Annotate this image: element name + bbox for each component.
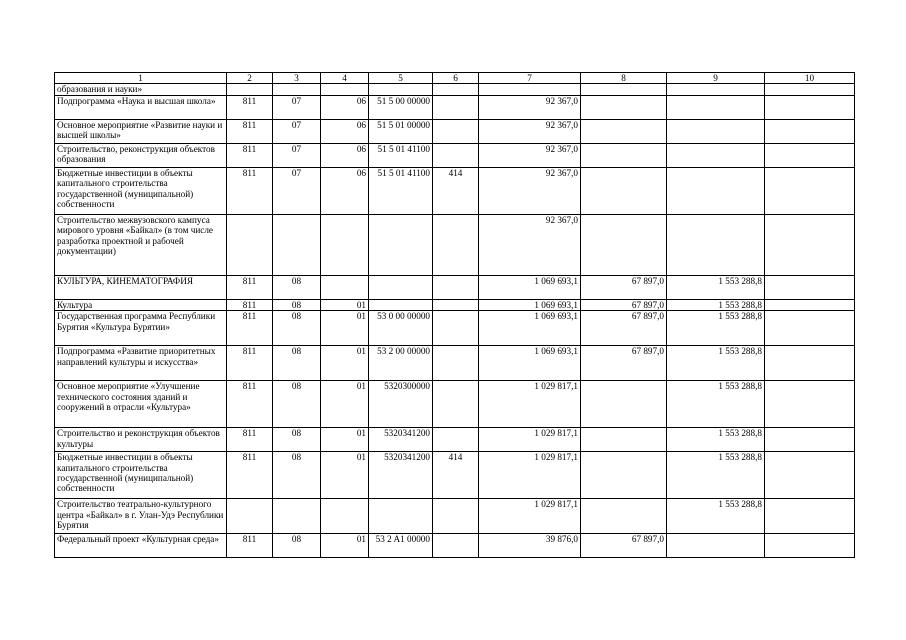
col-header: 2 [227, 73, 273, 84]
row-code-ministry [227, 84, 273, 95]
row-code-ministry [227, 499, 273, 534]
table-row [55, 84, 855, 95]
row-amount-9: 1 553 288,8 [667, 311, 765, 346]
table-row [55, 119, 855, 143]
row-amount-7: 92 367,0 [479, 214, 581, 275]
row-code-ministry: 811 [227, 119, 273, 143]
row-amount-8 [581, 95, 667, 119]
row-code-ministry: 811 [227, 167, 273, 214]
row-code-ministry: 811 [227, 275, 273, 299]
row-amount-10 [765, 428, 855, 452]
col-header: 3 [273, 73, 321, 84]
row-name: Бюджетные инвестиции в объекты капитального строительства государственной (муниципальной) собственности [55, 167, 227, 214]
row-code-ministry: 811 [227, 381, 273, 428]
row-amount-8: 67 897,0 [581, 275, 667, 299]
row-code-target: 5320300000 [369, 381, 433, 428]
row-code-section [273, 499, 321, 534]
row-amount-10 [765, 499, 855, 534]
row-name: Строительство, реконструкция объектов образования [55, 143, 227, 167]
col-header: 9 [667, 73, 765, 84]
row-amount-8 [581, 167, 667, 214]
table-row [55, 499, 855, 534]
row-code-ministry: 811 [227, 452, 273, 499]
row-amount-7: 1 069 693,1 [479, 275, 581, 299]
table-row [55, 95, 855, 119]
row-name: КУЛЬТУРА, КИНЕМАТОГРАФИЯ [55, 275, 227, 299]
row-amount-7: 92 367,0 [479, 143, 581, 167]
row-amount-9 [667, 95, 765, 119]
row-code-type: 414 [433, 452, 479, 499]
row-code-subsection: 06 [321, 167, 369, 214]
row-code-subsection [321, 214, 369, 275]
table-row [55, 299, 855, 310]
row-amount-9 [667, 119, 765, 143]
row-amount-8: 67 897,0 [581, 346, 667, 381]
row-code-subsection [321, 84, 369, 95]
row-name: образования и науки» [55, 84, 227, 95]
row-code-type [433, 84, 479, 95]
row-amount-7: 92 367,0 [479, 167, 581, 214]
row-code-target: 53 0 00 00000 [369, 311, 433, 346]
row-code-section: 08 [273, 428, 321, 452]
row-amount-10 [765, 143, 855, 167]
row-code-type [433, 499, 479, 534]
row-name: Бюджетные инвестиции в объекты капитального строительства государственной (муниципальной) собственности [55, 452, 227, 499]
row-amount-10 [765, 214, 855, 275]
row-amount-8: 67 897,0 [581, 311, 667, 346]
row-code-section: 07 [273, 143, 321, 167]
row-code-type [433, 428, 479, 452]
row-code-type [433, 95, 479, 119]
row-code-section: 08 [273, 452, 321, 499]
row-code-section [273, 84, 321, 95]
col-header: 1 [55, 73, 227, 84]
row-name: Строительство и реконструкция объектов культуры [55, 428, 227, 452]
row-amount-7: 1 029 817,1 [479, 499, 581, 534]
row-amount-9: 1 553 288,8 [667, 499, 765, 534]
table-row [55, 346, 855, 381]
row-amount-7 [479, 84, 581, 95]
row-code-type [433, 346, 479, 381]
table-body [55, 73, 855, 558]
row-code-subsection [321, 499, 369, 534]
row-amount-9: 1 553 288,8 [667, 299, 765, 310]
col-header: 7 [479, 73, 581, 84]
row-code-section: 08 [273, 275, 321, 299]
row-code-ministry: 811 [227, 95, 273, 119]
row-amount-10 [765, 84, 855, 95]
row-amount-8: 67 897,0 [581, 299, 667, 310]
row-amount-8 [581, 381, 667, 428]
row-amount-7: 1 069 693,1 [479, 299, 581, 310]
row-amount-10 [765, 452, 855, 499]
row-amount-8 [581, 499, 667, 534]
table-row [55, 214, 855, 275]
row-amount-7: 1 029 817,1 [479, 428, 581, 452]
table-row [55, 275, 855, 299]
row-code-target [369, 84, 433, 95]
row-amount-7: 1 069 693,1 [479, 311, 581, 346]
row-code-type [433, 143, 479, 167]
table-row [55, 311, 855, 346]
table-row [55, 428, 855, 452]
row-amount-9: 1 553 288,8 [667, 275, 765, 299]
row-code-target [369, 214, 433, 275]
row-amount-7: 92 367,0 [479, 119, 581, 143]
row-code-target: 51 5 00 00000 [369, 95, 433, 119]
row-name: Строительство театрально-культурного центра «Байкал» в г. Улан-Удэ Республики Бурятия [55, 499, 227, 534]
row-amount-10 [765, 167, 855, 214]
row-name: Основное мероприятие «Развитие науки и высшей школы» [55, 119, 227, 143]
row-amount-8 [581, 214, 667, 275]
row-amount-7: 39 876,0 [479, 534, 581, 558]
row-code-subsection: 01 [321, 381, 369, 428]
row-code-type [433, 275, 479, 299]
row-amount-8 [581, 119, 667, 143]
row-name: Подпрограмма «Наука и высшая школа» [55, 95, 227, 119]
row-amount-7: 92 367,0 [479, 95, 581, 119]
row-code-target: 53 2 A1 00000 [369, 534, 433, 558]
row-code-ministry: 811 [227, 311, 273, 346]
table-row [55, 167, 855, 214]
row-code-subsection [321, 275, 369, 299]
row-name: Культура [55, 299, 227, 310]
table-row [55, 452, 855, 499]
row-code-target: 51 5 01 00000 [369, 119, 433, 143]
row-code-section: 08 [273, 534, 321, 558]
row-code-subsection: 01 [321, 452, 369, 499]
col-header: 4 [321, 73, 369, 84]
row-amount-9: 1 553 288,8 [667, 452, 765, 499]
row-amount-10 [765, 311, 855, 346]
row-code-target: 5320341200 [369, 428, 433, 452]
row-amount-7: 1 029 817,1 [479, 381, 581, 428]
row-amount-10 [765, 534, 855, 558]
row-name: Федеральный проект «Культурная среда» [55, 534, 227, 558]
row-code-subsection: 01 [321, 299, 369, 310]
row-amount-7: 1 029 817,1 [479, 452, 581, 499]
row-code-subsection: 01 [321, 428, 369, 452]
row-code-type [433, 311, 479, 346]
row-code-target [369, 275, 433, 299]
row-amount-10 [765, 346, 855, 381]
row-amount-10 [765, 95, 855, 119]
row-code-section: 07 [273, 95, 321, 119]
row-name: Основное мероприятие «Улучшение технического состояния зданий и сооружений в отрасли «Культура» [55, 381, 227, 428]
col-header: 5 [369, 73, 433, 84]
row-code-type [433, 119, 479, 143]
row-amount-9 [667, 167, 765, 214]
row-code-target: 5320341200 [369, 452, 433, 499]
row-code-section: 08 [273, 299, 321, 310]
row-code-ministry: 811 [227, 534, 273, 558]
row-code-subsection: 06 [321, 143, 369, 167]
row-amount-10 [765, 275, 855, 299]
row-code-target: 51 5 01 41100 [369, 167, 433, 214]
row-code-type: 414 [433, 167, 479, 214]
row-code-ministry: 811 [227, 346, 273, 381]
row-amount-10 [765, 119, 855, 143]
row-amount-8 [581, 428, 667, 452]
row-amount-9 [667, 534, 765, 558]
row-code-type [433, 299, 479, 310]
row-code-type [433, 214, 479, 275]
row-code-section: 07 [273, 119, 321, 143]
row-amount-7: 1 069 693,1 [479, 346, 581, 381]
row-code-ministry: 811 [227, 299, 273, 310]
row-code-ministry: 811 [227, 143, 273, 167]
row-code-target [369, 499, 433, 534]
row-amount-8: 67 897,0 [581, 534, 667, 558]
row-code-target: 53 2 00 00000 [369, 346, 433, 381]
row-amount-10 [765, 381, 855, 428]
row-name: Государственная программа Республики Бурятия «Культура Бурятии» [55, 311, 227, 346]
row-code-target: 51 5 01 41100 [369, 143, 433, 167]
row-amount-8 [581, 84, 667, 95]
row-code-type [433, 534, 479, 558]
row-amount-9: 1 553 288,8 [667, 381, 765, 428]
budget-table [54, 72, 855, 558]
row-code-section [273, 214, 321, 275]
row-code-subsection: 06 [321, 119, 369, 143]
row-name: Подпрограмма «Развитие приоритетных направлений культуры и искусства» [55, 346, 227, 381]
row-amount-9: 1 553 288,8 [667, 428, 765, 452]
row-amount-9 [667, 143, 765, 167]
row-amount-9 [667, 214, 765, 275]
table-row [55, 381, 855, 428]
col-header: 8 [581, 73, 667, 84]
row-amount-8 [581, 143, 667, 167]
row-amount-9: 1 553 288,8 [667, 346, 765, 381]
row-amount-8 [581, 452, 667, 499]
row-code-subsection: 01 [321, 311, 369, 346]
row-code-section: 08 [273, 346, 321, 381]
row-code-section: 07 [273, 167, 321, 214]
row-code-subsection: 01 [321, 346, 369, 381]
table-row [55, 143, 855, 167]
row-amount-9 [667, 84, 765, 95]
row-code-ministry: 811 [227, 428, 273, 452]
row-code-type [433, 381, 479, 428]
row-amount-10 [765, 299, 855, 310]
col-header: 10 [765, 73, 855, 84]
row-code-subsection: 06 [321, 95, 369, 119]
row-code-section: 08 [273, 381, 321, 428]
row-code-subsection: 01 [321, 534, 369, 558]
header-row [55, 73, 855, 84]
col-header: 6 [433, 73, 479, 84]
row-code-target [369, 299, 433, 310]
row-name: Строительство межвузовского кампуса мирового уровня «Байкал» (в том числе разработка проектной и рабочей документации) [55, 214, 227, 275]
table-row [55, 534, 855, 558]
row-code-section: 08 [273, 311, 321, 346]
row-code-ministry [227, 214, 273, 275]
